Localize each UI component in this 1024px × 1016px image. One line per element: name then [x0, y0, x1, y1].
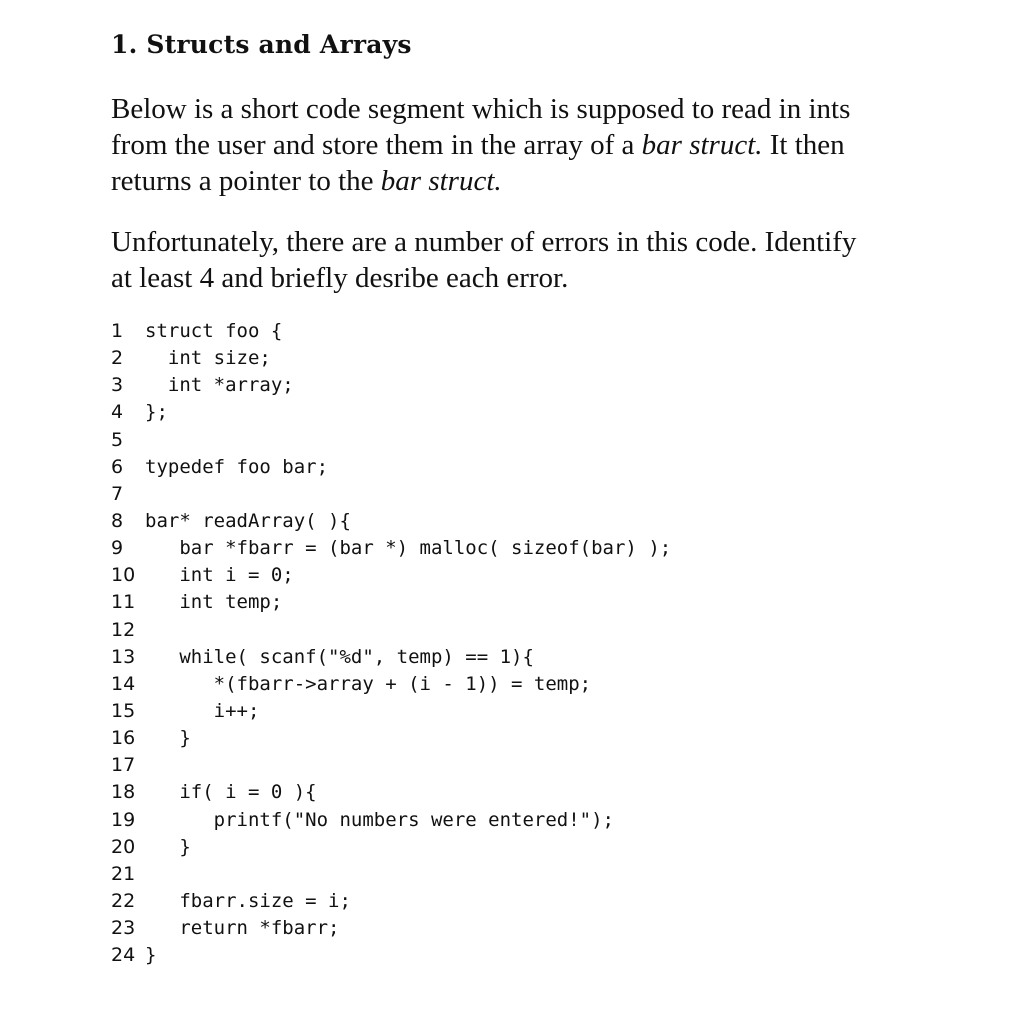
- code-line: [111, 834, 671, 861]
- code-text: struct foo {: [145, 320, 283, 342]
- code-line: [111, 399, 671, 426]
- code-text: }: [145, 944, 157, 967]
- code-line: [111, 807, 671, 834]
- intro-line-2: [111, 127, 911, 163]
- code-text: }: [145, 727, 191, 750]
- line-number: 8: [111, 509, 124, 532]
- code-line: [111, 644, 671, 671]
- line-number: 23: [111, 917, 136, 940]
- code-line: [111, 589, 671, 616]
- code-text: bar *fbarr = (bar *) malloc( sizeof(bar) );: [145, 537, 672, 560]
- code-text: if( i = 0 ){: [145, 781, 317, 804]
- code-text: fbarr.size = i;: [145, 889, 351, 912]
- code-line: [111, 617, 671, 644]
- line-number: 15: [111, 699, 136, 722]
- code-line: [111, 671, 671, 698]
- code-line: [111, 535, 671, 562]
- code-line: [111, 725, 671, 752]
- line-number: 5: [111, 428, 124, 451]
- code-text: typedef foo bar;: [145, 455, 329, 478]
- bar-struct-term: bar struct.: [641, 129, 763, 161]
- line-number: 13: [111, 645, 136, 668]
- line-number: 21: [111, 862, 136, 885]
- line-number: 18: [111, 781, 136, 804]
- section-heading: 1. Structs and Arrays: [111, 30, 412, 59]
- code-text: *(fbarr->array + (i - 1)) = temp;: [145, 672, 592, 695]
- line-number: 7: [111, 482, 124, 505]
- line-number: 4: [111, 401, 124, 424]
- line-number: 16: [111, 727, 136, 750]
- task-line-2: at least 4 and briefly desribe each error.: [111, 262, 569, 294]
- intro-paragraph: [111, 91, 911, 199]
- line-number: 6: [111, 455, 124, 478]
- intro-line-2-start: from the user and store them in the array of a: [111, 129, 642, 161]
- code-line: [111, 888, 671, 915]
- code-text: };: [145, 401, 168, 424]
- line-number: 19: [111, 808, 136, 831]
- code-text: bar* readArray( ){: [145, 509, 351, 532]
- intro-line-2-end: It then: [762, 129, 845, 161]
- code-text: }: [145, 835, 191, 858]
- line-number: 22: [111, 889, 136, 912]
- code-line: [111, 942, 671, 969]
- line-number: 9: [111, 537, 124, 560]
- line-number: 24: [111, 944, 136, 967]
- intro-line-3: [111, 163, 911, 199]
- code-line: [111, 427, 671, 454]
- code-line: [111, 779, 671, 806]
- intro-line-3-start: returns a pointer to the: [111, 165, 381, 197]
- code-text: int size;: [145, 347, 271, 370]
- code-line: [111, 481, 671, 508]
- code-text: return *fbarr;: [145, 917, 340, 940]
- code-line: [111, 562, 671, 589]
- code-line: [111, 318, 671, 345]
- code-text: int *array;: [145, 374, 294, 397]
- code-line: [111, 372, 671, 399]
- code-text: printf("No numbers were entered!");: [145, 808, 614, 831]
- task-line-1: Unfortunately, there are a number of errors in this code. Identify: [111, 226, 857, 258]
- line-number: 10: [111, 564, 136, 587]
- code-line: [111, 698, 671, 725]
- code-line: [111, 752, 671, 779]
- code-line: [111, 861, 671, 888]
- code-line: [111, 915, 671, 942]
- bar-struct-term: bar struct.: [380, 165, 502, 197]
- line-number: 14: [111, 672, 136, 695]
- code-line: [111, 508, 671, 535]
- line-number: 12: [111, 618, 136, 641]
- code-line: [111, 345, 671, 372]
- line-number: 11: [111, 591, 136, 614]
- code-text: int temp;: [145, 591, 283, 614]
- task-paragraph: [111, 224, 911, 296]
- line-number: 17: [111, 754, 136, 777]
- line-number: 20: [111, 835, 136, 858]
- line-number: 1: [111, 320, 124, 342]
- code-text: while( scanf("%d", temp) == 1){: [145, 645, 534, 668]
- code-text: int i = 0;: [145, 564, 294, 587]
- line-number: 2: [111, 347, 124, 370]
- intro-line-1: Below is a short code segment which is supposed to read in ints: [111, 93, 851, 125]
- code-listing: [111, 318, 671, 969]
- line-number: 3: [111, 374, 124, 397]
- code-line: [111, 454, 671, 481]
- code-text: i++;: [145, 699, 260, 722]
